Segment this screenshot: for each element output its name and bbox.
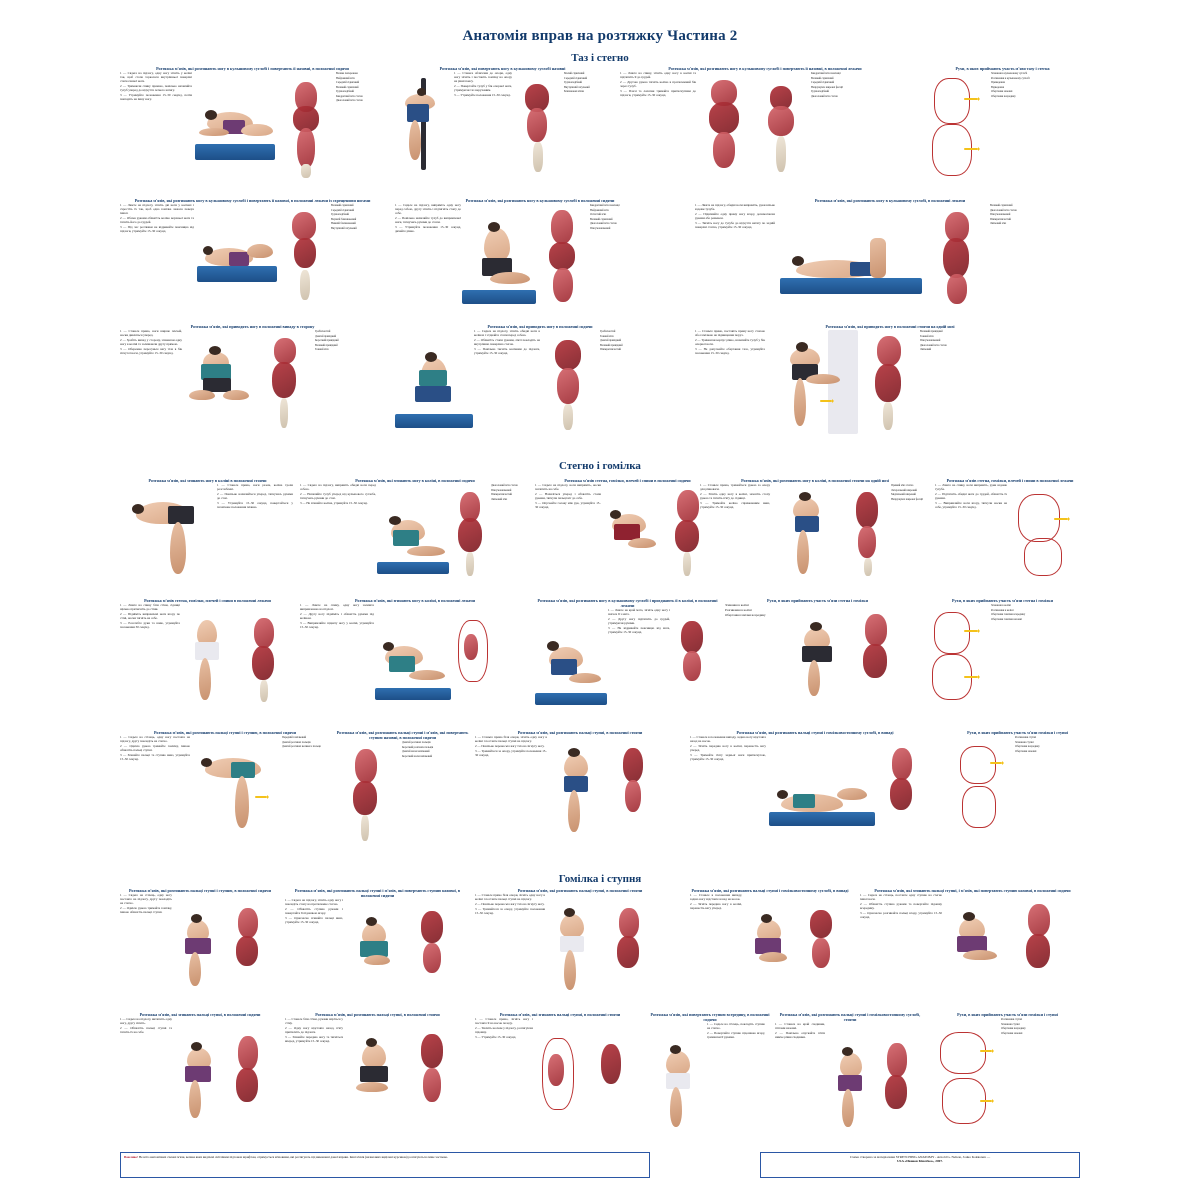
- anatomy-diagram-gluteals-deep: [754, 72, 810, 182]
- anatomy-diagram-plantar: [796, 894, 848, 998]
- panel-p26b: Розтяжка м'язів, які розгинають пальці ступні, в положенні стоячи 1 — Станьте біля стіни, руками впріться у стіну. 2 — Одну ногу відставте назад, п'яту притисніть до підлоги. 3 — Згинайте передню ногу та тягніться вперед, утримуйте 15–30 секунд.: [285, 1012, 470, 1136]
- panel-p19: Рухи, в яких приймають участь м'язи стегна і гомілки Згинання в коліні Розгинання в коліні Обертання гомілки всередину: [725, 598, 910, 708]
- anatomy-diagram-calf: [236, 604, 292, 708]
- panel-p4: Рухи, в яких приймають участь м'язи тазу і стегна Згинання в кульшовому суглобі Розгинання в кульшовому суглобі Приведення Відведення Обертання назовні Обертання всередину: [920, 66, 1085, 180]
- photo-seated-full-stretch: [602, 484, 660, 580]
- photo-lying-ankle-stretch: [767, 736, 877, 842]
- motion-diagram-ankle: [950, 736, 1014, 842]
- panel-p27b: Розтяжка м'язів, які згинають пальці ступні, в положенні стоячи 1 — Станьте прямо, зігніть ногу і поставте її на носок позаду. 2 — Тисніть носком у підлогу, розтягуючи підошву. 3 — Утримуйте 15–30 секунд.: [475, 1012, 645, 1041]
- panel-p14: Розтяжка м'язів, які розгинають ногу в коліні, в положенні стоячи на одній нозі 1 — Станьте прямо, тримайтеся рукою за опору для рівноваги. 2 — Зігніть одну ногу в коліні, захопіть стопу рукою та тягніть п'яту до сідниці. 3 — Тримайте коліно спрямованим вниз, утримуйте 15–30 секунд. Прямий м'яз стегна Латеральний широкий Медіальний широкий Напружувач широкої фасції: [700, 478, 930, 580]
- panel-p20-motions: Рухи, в яких приймають участь м'язи стегна і гомілки Згинання в коліні Розгинання в коліні Обертання гомілки всередину Обертання гомілки назовні: [920, 598, 1085, 704]
- photo-step-heel-drop: [826, 1023, 874, 1141]
- anatomy-diagram-foot-dorsum: [224, 894, 276, 998]
- panel-p5: Розтяжка м'язів, які розгинають ногу в кульшовому суглобі і повертають її назовні, в положенні лежачи із схрещеними ногами 1 — Ляжте на підлогу, зігніть дві ноги у колінах і схрестіть їх так, щоб одна гомілка лежала поверх іншої. 2 — Обома руками обхватіть коліно верхньої ноги та тягніть його до грудей. 3 — Під час розтяжки не відривайте поясницю від підлоги, утримуйте 15–30 секунд. Великий сідничний Середній сідничний Грушоподібний Верхній близнюковий Нижній близнюковий Внутрішній затульний: [120, 198, 385, 308]
- photo-seated-strap-stretch: [743, 894, 795, 998]
- panel-p2: Розтяжка м'язів, які повертають ногу в кульшовому суглобі назовні 1 — Станьте обличчям до опори, одну ногу зігніть і поставіть гомілку на опору на рівні поясу. 2 — Повертайте тулуб у бік опорної ноги, утримуючи таз нерухомим. 3 — Утримуйте положення 15–30 секунд. Малий сідничний Середній сідничний Грушоподібний Внутрішній затульний Близнюкові м'язи: [395, 66, 610, 177]
- anatomy-diagram-hip-flexors: [671, 609, 715, 713]
- panel-p3: Розтяжка м'язів, які розгинають ногу в кульшовому суглобі і повертають її назовні, в положенні лежачи 1 — Ляжте на спину, зігніть одну ногу в коліні та підтягніть її до грудей. 2 — Другою рукою тягніть коліно в протилежний бік через тулуб. 3 — Плечі та лопатки тримайте притиснутими до підлоги, утримуйте 15–30 секунд. Квадратний м'яз поясниці Великий сідничний Середній сідничний Напружувач широкої фасції Грушоподібний Двоголовий м'яз стегна: [620, 66, 910, 99]
- photo-seated-reach-foot: [375, 604, 451, 708]
- anatomy-diagram-hip-deep-rotators: [280, 204, 330, 308]
- anatomy-diagram-adductors-seated: [541, 330, 599, 438]
- anatomy-diagram-lower-leg-posterior: [1010, 894, 1068, 998]
- photo-seated-foot-hold: [173, 1018, 223, 1136]
- panel-p8: Розтяжка м'язів, які приводять ногу в положенні випаду в сторону 1 — Станьте прямо, ноги ширше плечей, носки дивляться уперед. 2 — Зробіть випад у сторону, згинаючи одну ногу в коліні та залишаючи другу прямою. 3 — Обережно пересуньте вагу тіла в бік зігнутої ноги, утримуйте 15–30 секунд. Гребінчастий Довгий привідний Короткий привідний Великий привідний Тонкий м'яз: [120, 324, 385, 434]
- anatomy-diagram-adductors: [256, 330, 314, 434]
- anatomy-diagram-triceps-surae: [875, 1023, 923, 1141]
- anatomy-diagram-adductors-standing: [861, 330, 919, 438]
- source-line-2: USA «Иванов Кінотіка», 2007.: [897, 1159, 943, 1164]
- panel-p27: Розтяжка м'язів, які розгинають пальці ступні і м'язів, які повертають ступню назовні, в положенні сидячи 1 — Сядьте на підлогу, зігніть одну ногу і покладіть стопу на протилежне стегно. 2 — Обхватіть ступню руками і повертайте її підошвою вгору. 3 — Одночасно згинайте пальці вниз, утримуйте 15–30 секунд.: [285, 888, 470, 1003]
- photo-standing-toe-stretch: [548, 736, 604, 842]
- panel-p30: Розтяжка м'язів, які згинають пальці ступні, і м'язів, які повертають ступню назовні, в положенні сидячи 1 — Сядьте на стілець, поставте одну ступню на стегно іншої ноги. 2 — Обхватіть ступню руками та повертайте підошву всередину. 3 — Одночасно розгинайте пальці вгору, утримуйте 15–30 секунд.: [860, 888, 1085, 998]
- anatomy-diagram-flexor-digitorum: [601, 894, 657, 998]
- photo-seated-chair-foot: [173, 894, 223, 998]
- photo-standing-quad-stretch: [771, 484, 843, 580]
- photo-seated-foot-rotation: [344, 899, 404, 1003]
- panel-p28: Розтяжка м'язів, які розгинають пальці ступні, в положенні стоячи 1 — Станьте прямо біля опори, зігніть одну ногу в коліні і поставте пальці ступні на підлогу. 2 — Повільно переносьте вагу тіла на зігнуту ногу. 3 — Тримайтеся за опору, утримуйте положення 15–30 секунд.: [475, 888, 685, 998]
- photo-wall-leg-stretch: [181, 604, 235, 708]
- panel-p10: Розтяжка м'язів, які приводять ногу в положенні стоячи на одній нозі 1 — Станьте прямо, поставіть пряму ногу стопою або гомілкою на підвищення поруч. 2 — Тримаючи корпус рівно, нахиляйте тулуб у бік опорної ноги. 3 — Не допускайте обертання таза, утримуйте положення 15–30 секунд. Великий привідний Тонкий м'яз Півсухожилковий Двоголовий м'яз стегна Литковий: [695, 324, 1085, 438]
- photo-standing-forward-bend: [120, 484, 216, 582]
- photo-lying-crossed-legs: [195, 204, 279, 308]
- panel-p30b: Рухи, в яких приймають участь м'язи гомілки і ступні Розгинання ступні Згинання ступні Обертання всередину Обертання назовні: [930, 1012, 1085, 1036]
- anatomy-diagram-knee-extensors: [849, 604, 905, 708]
- anatomy-diagram-quadriceps: [844, 484, 890, 580]
- photo-seated-hamstring-reach: [377, 484, 449, 582]
- panel-p7: Розтяжка м'язів, які розгинають ногу в кульшовому суглобі, в положенні лежачи 1 — Ляжте на підлогу, обидві ноги випряміть, руки вільно вздовж тулуба. 2 — Піднімайте одну пряму ногу вгору, допомагаючи руками або ременем. 3 — Тягніть ногу до тулуба до відчуття натягу по задній поверхні стегна, утримуйте 15–30 секунд. Великий сідничний Двоголовий м'яз стегна Півсухожилковий Півперетинчастий Литковий м'яз: [695, 198, 1085, 310]
- anatomy-diagram-foot-lateral: [534, 1018, 586, 1136]
- panel-p1: Розтяжка м'язів, які розгинають ногу в кульшовому суглобі і повертають її назовні, в положенні сидячи 1 — Сядьте на підлогу, одну ногу зігніть у коліні так, щоб стопа торкалася внутрішньої поверхні стегна іншої ноги. 2 — Тримаючи спину прямою, повільно нахиляйте тулуб уперед до відчуття легкого натягу. 3 — Утримуйте положення 15–30 секунд, потім повторіть на іншу ногу. Велика поперекова Найдовший м'яз Середній сідничний Великий сідничний Грушоподібний Квадратний м'яз стегна Двоголовий м'яз стегна: [120, 66, 385, 180]
- anatomy-diagram-toe-extensors: [605, 736, 661, 842]
- photo-side-lunge: [183, 330, 255, 434]
- photo-seated-wide-reach: [535, 609, 607, 713]
- section-thigh-shin-label: Стегно і гомілка: [559, 460, 641, 472]
- anatomy-diagram-hamstrings-seated: [450, 484, 490, 582]
- anatomy-diagram-foot-sole: [224, 1018, 276, 1136]
- panel-p15: Розтяжка м'язів стегна, гомілки, плечей і спини в положенні лежачи 1 — Ляжте на спину, ноги випряміть, руки вздовж тулуба. 2 — Підтягніть обидві ноги до грудей, обхватіть їх руками. 3 — Випрямляйте ноги вгору, тягнучи носки на себе, утримуйте 15–30 секунд.: [935, 478, 1085, 580]
- photo-seated-forward-bend: [462, 204, 536, 310]
- footer-warning-text: Не всіх анатомічних схемах м'язи, велика яких виділені світлішим підтоном шрифтом, отримується м'язовими, які розтягують під виконанні даної вправи. Інші м'язів (назви яких виділені курсивом) розтягуються лише частково.: [138, 1155, 449, 1159]
- photo-seated-on-bench: [788, 604, 848, 708]
- section-shin-foot-label: Гомілка і ступня: [558, 873, 642, 885]
- anatomy-diagram-calf-wall: [405, 1018, 463, 1136]
- footer-warning-label: Важливо!: [124, 1155, 139, 1159]
- panel-p21: Розтяжка м'язів, які розгинають пальці ступні і ступню, в положенні сидячи 1 — Сядьте на стілець, одну ногу поставте на підлогу, другу покладіть на стегно. 2 — Однією рукою тримайте гомілку, іншою обхватіть пальці ступні. 3 — Згинайте пальці та ступню вниз, утримуйте 15–30 секунд. Передній гомілковий Довгий розгинач пальців Довгий розгинач великого пальця: [120, 730, 330, 844]
- photo-supine-leg-raise: [776, 204, 926, 310]
- panel-p17: Розтяжка м'язів, які згинають ногу в коліні, в положенні лежачи 1 — Ляжте на спину, одну ногу залиште випрямленою на підлозі. 2 — Другу ногу підніміть і обхватіть руками під коліном. 3 — Випрямляйте підняту ногу у коліні, утримуйте 15–30 секунд.: [300, 598, 530, 708]
- motion-diagram-hip: [920, 72, 990, 180]
- photo-standing-toe-press: [650, 1023, 706, 1141]
- panel-p29: Розтяжка м'язів, які розгинають пальці ступні і гомілковостопному суглобі, в випаді 1 — Станьте в положення випаду, задню ногу відставте назад на носок. 2 — Зігніть передню ногу в коліні, перенесіть вагу уперед.: [690, 888, 850, 998]
- panel-p23: Розтяжка м'язів, які розгинають пальці ступні, в положенні стоячи 1 — Станьте прямо біля опори, зігніть одну ногу в коліні і поставте пальці ступні на підлогу. 2 — Повільно переносьте вагу тіла на зігнуту ногу. 3 — Тримайтеся за опору, утримуйте положення 15–30 секунд.: [475, 730, 685, 842]
- panel-p25b: Розтяжка м'язів, які згинають пальці ступні, в положенні сидячи 1 — Сядьте на підлогу, витягніть одну ногу, другу зігніть. 2 — Обхватіть пальці ступні та тягніть їх на себе.: [120, 1012, 280, 1136]
- panel-p24: Розтяжка м'язів, які розгинають пальці ступні і гомілковостопному суглобі, в випаді 1 — Станьте в положення випаду, задню ногу відставте назад на носок. 2 — Зігніть передню ногу в коліні, перенесіть вагу уперед. 3 — Тримайте п'яту задньої ноги притиснутою, утримуйте 15–30 секунд.: [690, 730, 940, 842]
- anatomy-diagram-hip-posterior: [279, 72, 335, 180]
- footer-source-box: [760, 1152, 1080, 1178]
- anatomy-diagram-peroneals: [405, 899, 463, 1003]
- photo-standing-leg-on-support: [766, 330, 860, 438]
- anatomy-diagram-foot-motions: [930, 1018, 1000, 1136]
- panel-p25: Рухи, в яких приймають участь м'язи гомілки і ступні Розгинання ступні Згинання ступні Обертання всередину Обертання назовні: [950, 730, 1085, 842]
- page-title: Анатомія вправ на розтяжку Частина 2: [462, 28, 738, 44]
- outline-diagram-supine-stretch: [1008, 484, 1078, 580]
- panel-p28b: Розтяжка м'язів, які повертають ступню всередину, в положенні сидячи 1 — Сядьте на стілець, покладіть ступню на стегно. 2 — Повертайте ступню підошвою вгору, тримаючи її руками.: [650, 1012, 770, 1141]
- anatomy-diagram-foot-outline: [452, 604, 492, 708]
- panel-p26: Розтяжка м'язів, які розгинають пальці ступні і ступню, в положенні сидячи 1 — Сядьте на стілець, одну ногу поставте на підлогу, другу покладіть на стегно. 2 — Однією рукою тримайте гомілку, іншою обхватіть пальці ступні.: [120, 888, 280, 998]
- panel-p11: Розтяжка м'язів, які згинають ногу в коліні в положенні стоячи 1 — Станьте прямо, ноги разом, коліна трохи розслаблені. 2 — Повільно нахиляйтеся уперед, тягнучись руками до стоп. 3 — Утримуйте 15–30 секунд, повертайтеся у початкове положення плавно.: [120, 478, 295, 582]
- anatomy-diagram-gluteals: [697, 72, 753, 182]
- photo-standing-split-stretch: [191, 736, 281, 844]
- photo-wall-calf-stretch: [344, 1018, 404, 1136]
- source-line-1: Схема створена за матеріалами STRETCHING ANATOMY - Arnold G. Nelson, Jouko Kokkonen —: [849, 1155, 991, 1159]
- anatomy-diagram-lower-leg: [335, 741, 401, 847]
- panel-p18: Розтяжка м'язів, які розгинають ногу в кульшовому суглобі і приєднають її в коліні, в положенні лежачи 1 — Ляжте на край мата, зігніть одну ногу і звісьте її з мата. 2 — Другу ногу підтягніть до грудей, утримуючи руками. 3 — Не відривайте поясницю від мата, утримуйте 15–30 секунд.: [535, 598, 720, 713]
- anatomy-diagram-back-extensors: [537, 204, 589, 310]
- footer-warning-box: [120, 1152, 650, 1178]
- photo-standing-rotation: [395, 72, 453, 177]
- panel-p22: Розтяжка м'язів, які розгинають пальці ступні і м'язів, які повертають ступню назовні, в положенні сидячи Довгий розгинач пальців Короткий розгинач пальців Довгий малогомілковий Короткий малогомілковий: [335, 730, 470, 759]
- panel-p29b: Розтяжка м'язів, які розгинають пальці ступні і гомілковостопному суглобі, стоячи 1 — Станьте на край сходинки, п'ятами назовні. 2 — Повільно опускайте п'яти нижче рівня сходинки.: [775, 1012, 925, 1141]
- anatomy-diagram-foot-medial: [587, 1018, 639, 1136]
- section-pelvis-thigh-label: Таз і стегно: [571, 52, 629, 64]
- panel-p16: Розтяжка м'язів стегна, гомілки, плечей і спини в положенні лежачи 1 — Ляжте на спину біля стіни, сідниці щільно притисніть до стіни. 2 — Підніміть випрямлені ноги вгору по стіні, носки тягніть на себе. 3 — Розслабте руки та шию, утримуйте положення 30 секунд.: [120, 598, 295, 708]
- panel-p6: Розтяжка м'язів, які розгинають ногу в кульшовому суглобі в положенні сидячи 1 — Сядьте на підлогу, випряміть одну ногу перед собою, другу зігніть і підтягніть стопу до себе. 2 — Повільно нахиляйте тулуб до випрямленої ноги, тягнучись руками до стопи. 3 — Утримуйте положення 15–30 секунд, дихайте рівно. Квадратний м'яз поясниці Найдовший м'яз Остистий м'яз Великий сідничний Двоголовий м'яз стегна Півсухожилковий: [395, 198, 685, 310]
- anatomy-diagram-hip-rotators: [513, 72, 563, 177]
- panel-p13: Розтяжка м'язів стегна, гомілки, плечей і спини в положенні сидячи 1 — Сядьте на підлогу, ноги випряміть, носки потягніть на себе. 2 — Нахиліться уперед і обхватіть стопи руками, тягнучи пальці ніг до себе. 3 — Опускайте голову між рук, утримуйте 15–30 секунд.: [535, 478, 720, 580]
- photo-standing-foot-press: [546, 894, 600, 998]
- anatomy-diagram-hamstrings: [927, 204, 989, 310]
- panel-p12: Розтяжка м'язів, які згинають ногу в коліні, в положенні сидячи 1 — Сядьте на підлогу, випряміть обидві ноги перед собою. 2 — Нахиляйте тулуб уперед від кульшового суглоба, тягнучись руками до стоп. 3 — Не згинайте коліна, утримуйте 15–30 секунд. Двоголовий м'яз стегна Півсухожилковий Півперетинчастий Литковий м'яз: [300, 478, 530, 582]
- photo-seated-band-stretch: [943, 894, 1009, 998]
- photo-stretch-seated-figure: [193, 72, 278, 180]
- panel-p9: Розтяжка м'язів, які приводять ногу в положенні сидячи 1 — Сядьте на підлогу, зігніть обидві ноги в колінах і з'єднайте стопи перед собою. 2 — Обхватіть стопи руками, лікті покладіть на внутрішню поверхню стегон. 3 — Повільно тисніть колінами до підлоги, утримуйте 15–30 секунд. Гребінчастий Тонкий м'яз Довгий привідний Великий привідний Півперетинчастий: [395, 324, 685, 438]
- anatomy-diagram-ankle-flexors: [878, 736, 928, 842]
- photo-butterfly-stretch: [395, 330, 473, 438]
- motion-diagram-knee: [920, 604, 990, 704]
